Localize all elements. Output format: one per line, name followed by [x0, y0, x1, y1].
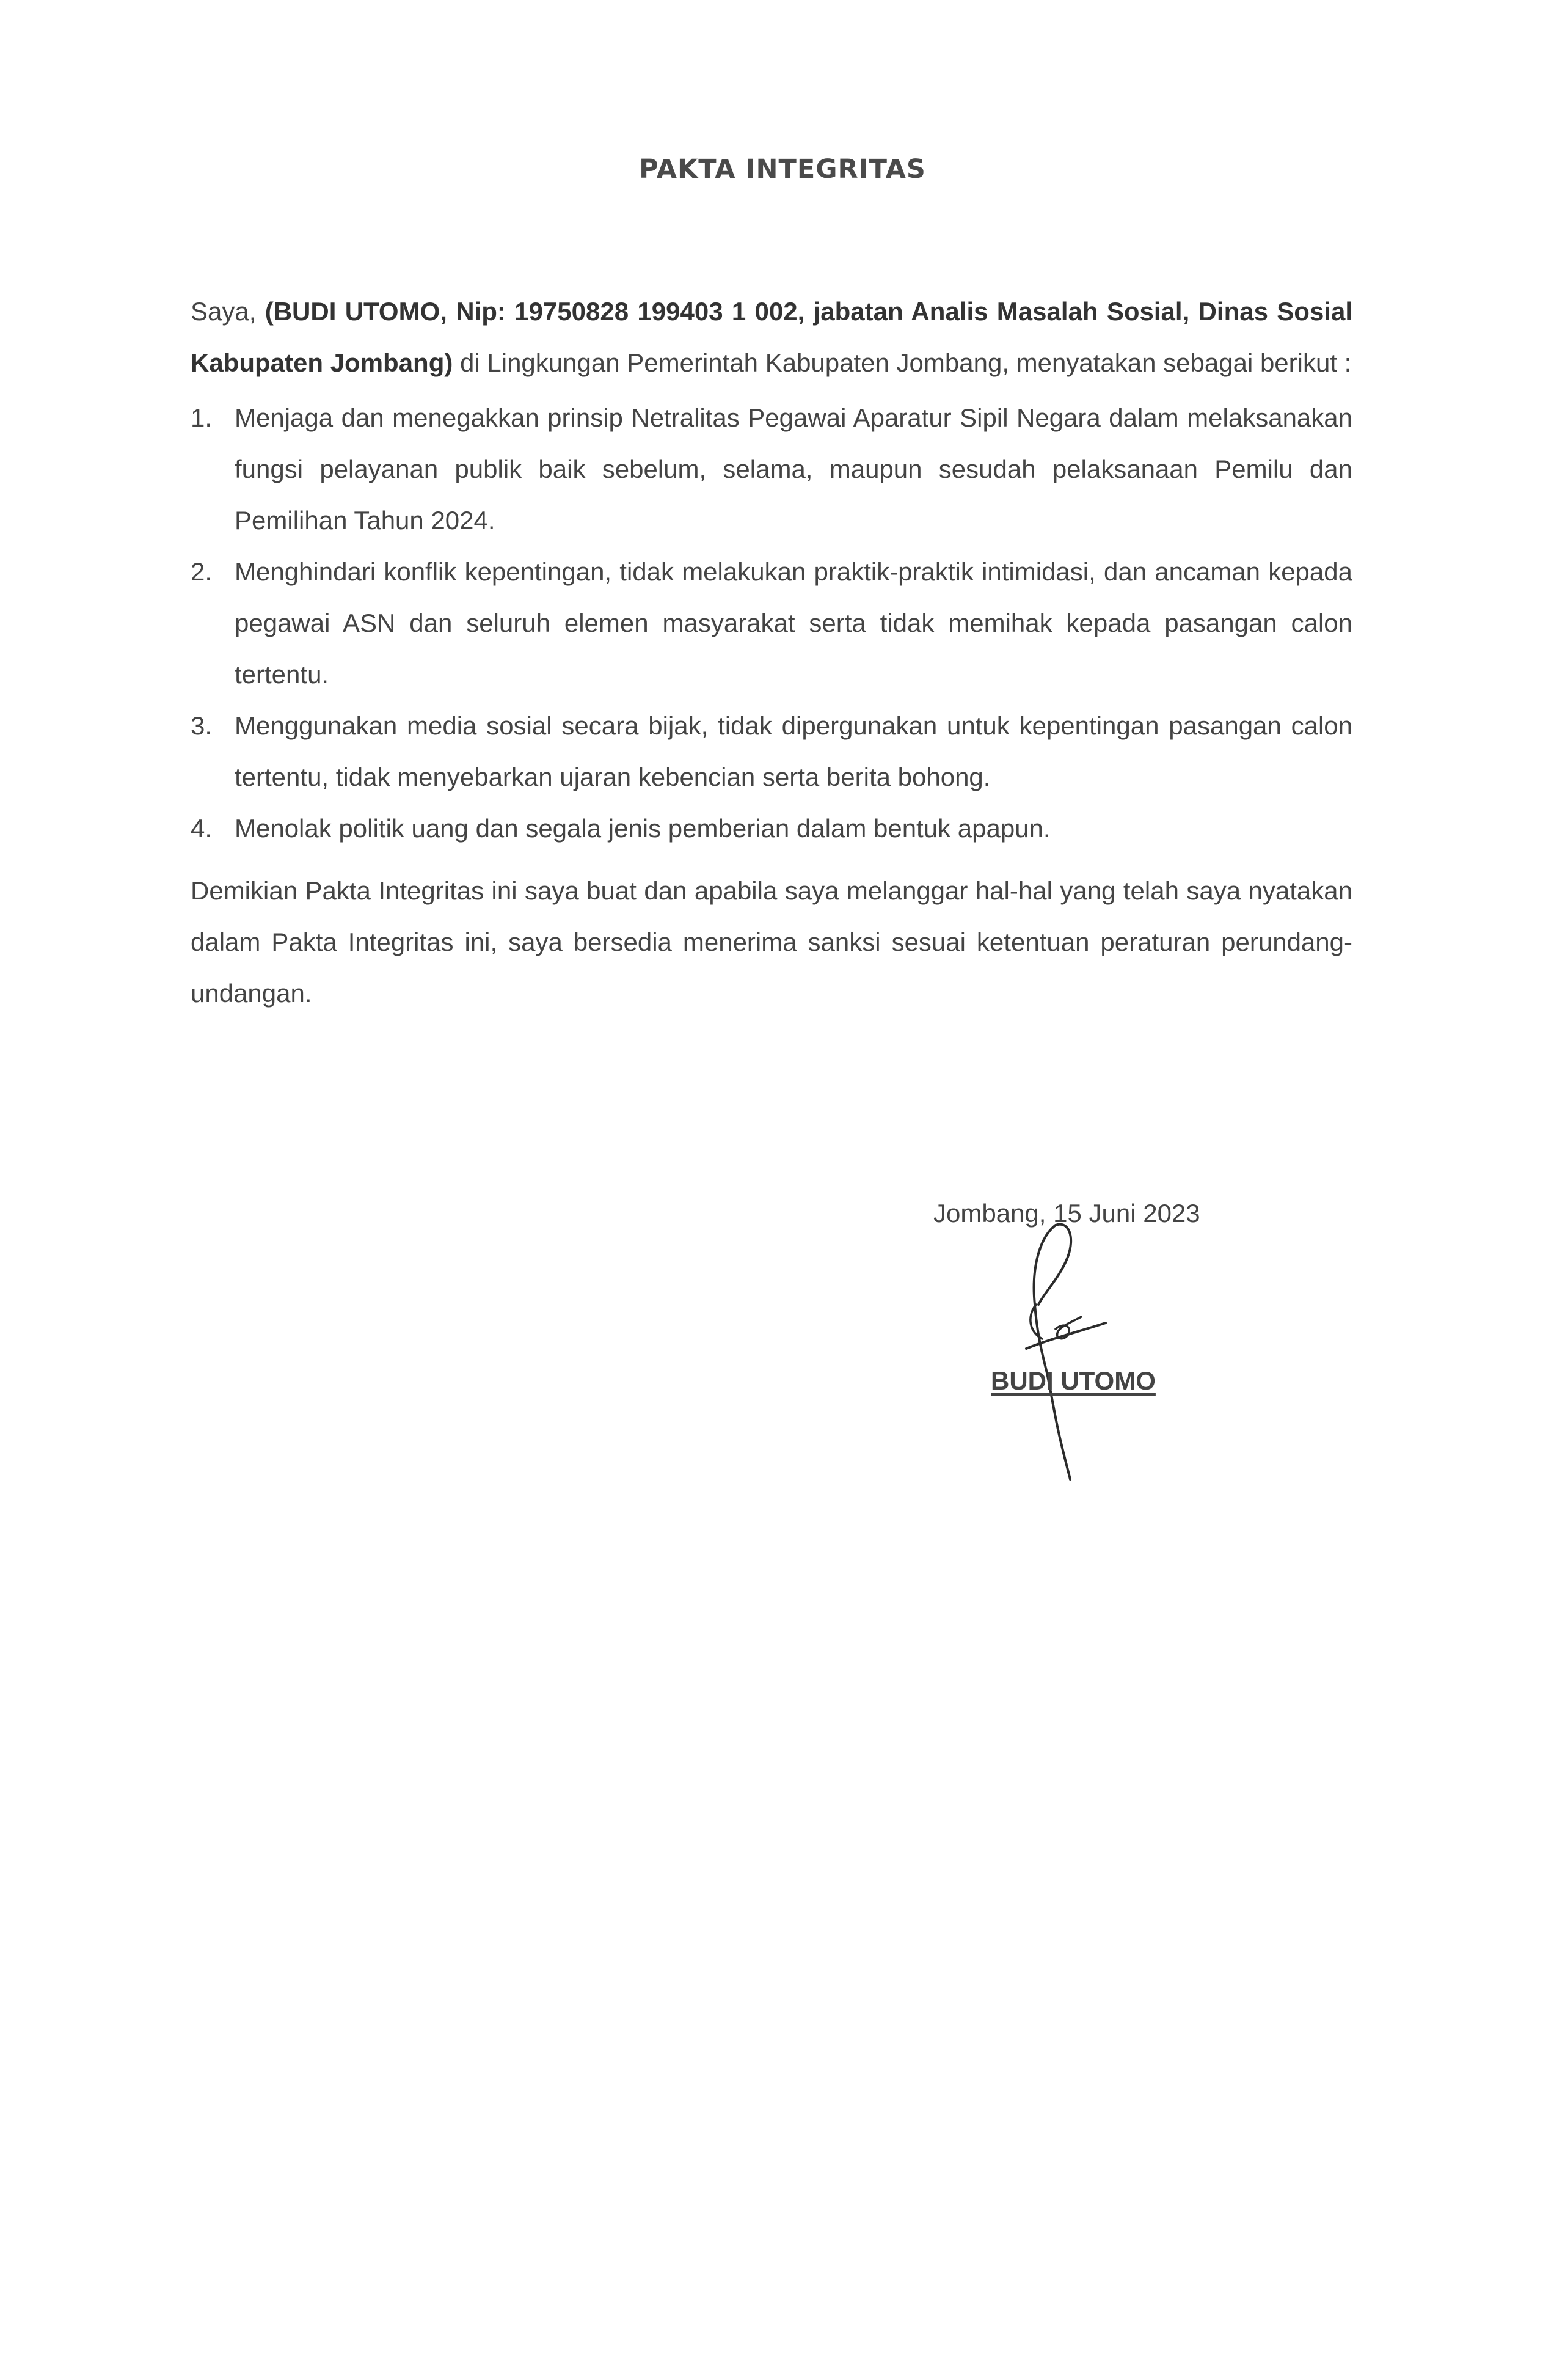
document-body [191, 286, 1352, 1019]
intro-paragraph [191, 286, 1352, 389]
signature-icon [983, 1213, 1124, 1482]
intro-lead: Saya, [191, 297, 265, 326]
list-item-number: 3. [191, 711, 213, 740]
list-item [191, 803, 1352, 854]
list-item [191, 546, 1352, 700]
list-item-number: 2. [191, 557, 213, 586]
intro-rest: di Lingkungan Pemerintah Kabupaten Jombang, menyatakan sebagai berikut : [453, 348, 1352, 377]
list-item-number: 1. [191, 403, 213, 432]
document-title: PAKTA INTEGRITAS [639, 154, 926, 185]
signer-name: BUDI UTOMO [991, 1366, 1156, 1395]
list-item-text: Menolak politik uang dan segala jenis pemberian dalam bentuk apapun. [235, 814, 1051, 843]
statement-list [191, 392, 1352, 854]
list-item [191, 700, 1352, 803]
list-item [191, 392, 1352, 546]
list-item-text: Menjaga dan menegakkan prinsip Netralitas Pegawai Aparatur Sipil Negara dalam melaksanakan fungsi pelayanan publik baik sebelum, selama, maupun sesudah pelaksanaan Pemilu dan Pemilihan Tahun 2024. [235, 403, 1352, 535]
list-item-text: Menggunakan media sosial secara bijak, tidak dipergunakan untuk kepentingan pasangan calon tertentu, tidak menyebarkan ujaran kebencian serta berita bohong. [235, 711, 1352, 791]
list-item-number: 4. [191, 814, 213, 843]
closing-paragraph: Demikian Pakta Integritas ini saya buat dan apabila saya melanggar hal-hal yang telah saya nyatakan dalam Pakta Integritas ini, saya bersedia menerima sanksi sesuai ketentuan peraturan perundang-undangan. [191, 876, 1352, 1008]
place-date: Jombang, 15 Juni 2023 [933, 1199, 1200, 1228]
list-item-text: Menghindari konflik kepentingan, tidak melakukan praktik-praktik intimidasi, dan ancaman kepada pegawai ASN dan seluruh elemen masyarakat serta tidak memihak kepada pasangan calon tertentu. [235, 557, 1352, 689]
intro-identity: (BUDI UTOMO, Nip: 19750828 199403 1 002, jabatan Analis Masalah Sosial, Dinas Sosial Kabupaten Jombang) [191, 297, 1352, 377]
